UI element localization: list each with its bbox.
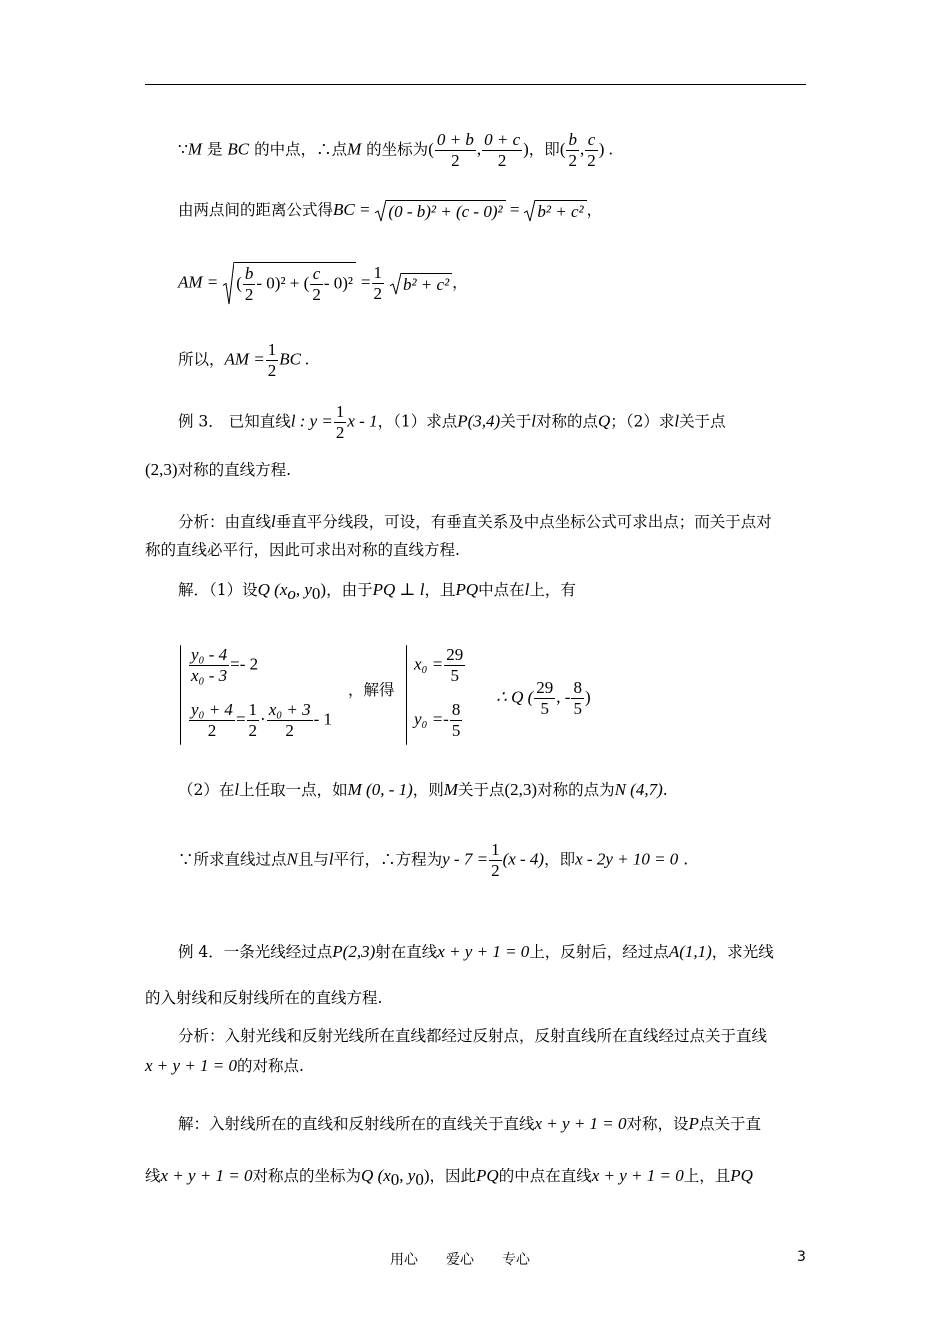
distance-bc-line: 由两点间的距离公式得BC = (0 - b)² + (c - 0)² = b² + c² ， (178, 200, 603, 221)
example-3-analysis: 分析：由直线l垂直平分线段，可设，有垂直关系及中点坐标公式可求出点；而关于点对 (178, 512, 772, 531)
line-equation: ∵所求直线过点N且与l平行，∴方程为y - 7 = $\frac{1}{2}$ (x - 4)，即x - 2y + 10 = 0 . (178, 840, 689, 880)
example-4-statement-cont: 的入射线和反射线所在的直线方程. (145, 989, 383, 1007)
example-4-analysis: 分析：入射光线和反射光线所在直线都经过反射点，反射直线所在直线经过点关于直线 (178, 1027, 768, 1045)
example-4-solution-cont: 线x + y + 1 = 0对称点的坐标为Q ($x_0$, $y_0$)，因此PQ的中点在直线x + y + 1 = 0上，且PQ (145, 1166, 753, 1190)
example-4-analysis-cont: x + y + 1 = 0的对称点. (145, 1056, 304, 1075)
page-number: 3 (797, 1249, 806, 1265)
example-3-statement-cont: (2,3)对称的直线方程. (145, 460, 292, 479)
distance-am-line: AM = ( $\frac{b}{2}$ - 0)² + ( $\frac{c}{2}$ - 0)² = $\frac{1}{2}$ b² + c² ， (178, 263, 468, 304)
conclusion-line: 所以，AM = $\frac{1}{2}$ BC . (178, 340, 310, 380)
solve-label: ，解得 (348, 681, 395, 699)
footer-item: 用心 (390, 1252, 418, 1268)
midpoint-line: ∵M 是 BC 的中点，∴点M 的坐标为( $\frac{0 + b}{2}$ , $\frac{0 + c}{2}$ )，即( $\frac{b}{2}$ , $\frac{c}{2}$ ) . (178, 130, 613, 170)
example-3-analysis-cont: 称的直线必平行，因此可求出对称的直线方程. (145, 541, 460, 559)
example-4-statement: 例 4．一条光线经过点P(2,3)射在直线x + y + 1 = 0上，反射后，经过点A(1,1)，求光线 (178, 942, 774, 961)
example-4-solution: 解：入射线所在的直线和反射线所在的直线关于直线x + y + 1 = 0对称，设P点关于直 (178, 1114, 761, 1133)
header-rule (145, 84, 806, 85)
q-answer: ∴ Q ( $\frac{29}{5}$ , - $\frac{8}{5}$ ) (496, 678, 591, 718)
page-footer (390, 1249, 558, 1269)
part-2-line: （2）在l上任取一点，如M (0, - 1)，则M关于点(2,3)对称的点为N (4,7). (178, 780, 668, 799)
example-3-solution-intro: 解．（1）设Q ($x_o$, $y_0$)，由于PQ ⊥ l，且PQ中点在l上，有 (178, 580, 576, 604)
footer-item: 爱心 (446, 1252, 474, 1268)
footer-item: 专心 (502, 1252, 530, 1268)
example-3-statement: 例 3． 已知直线l : y = $\frac{1}{2}$ x - 1，（1）求点P(3,4)关于l对称的点Q；（2）求l关于点 (178, 402, 726, 442)
